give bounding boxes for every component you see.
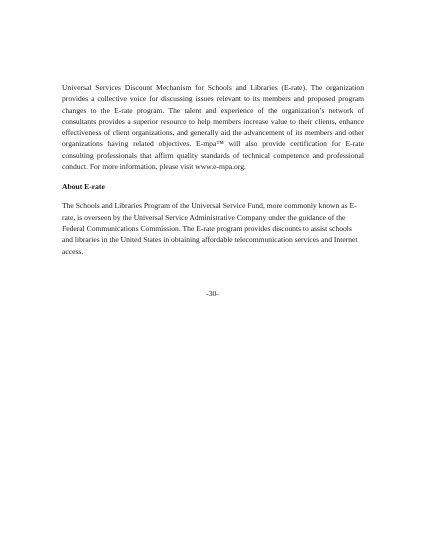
document-body [62, 82, 364, 257]
organization-description-paragraph: Universal Services Discount Mechanism for Schools and Libraries (E-rate). The organization provides a collective voice for discussing issues relevant to its members and proposed program changes to the E-rate program. The talent and experience of the organization’s network of consultants provides a superior resource to help members increase value to their clients, enhance effectiveness of client organizations, and generally aid the advancement of its members and other organizations having related objectives. E-mpa™ will also provide certification for E-rate consulting professionals that affirm quality standards of technical competence and professional conduct. For more information, please visit www.e-mpa.org. [62, 83, 364, 172]
page-number: -30- [206, 289, 219, 298]
erate-description-paragraph: The Schools and Libraries Program of the Universal Service Fund, more commonly known as E-rate, is overseen by the Universal Service Administrative Company under the guidance of the Federal Communications Commission. The E-rate program provides discounts to assist schools and libraries in the United States in obtaining affordable telecommunication services and Internet access. [62, 201, 358, 256]
about-erate-heading: About E-rate [62, 182, 105, 192]
